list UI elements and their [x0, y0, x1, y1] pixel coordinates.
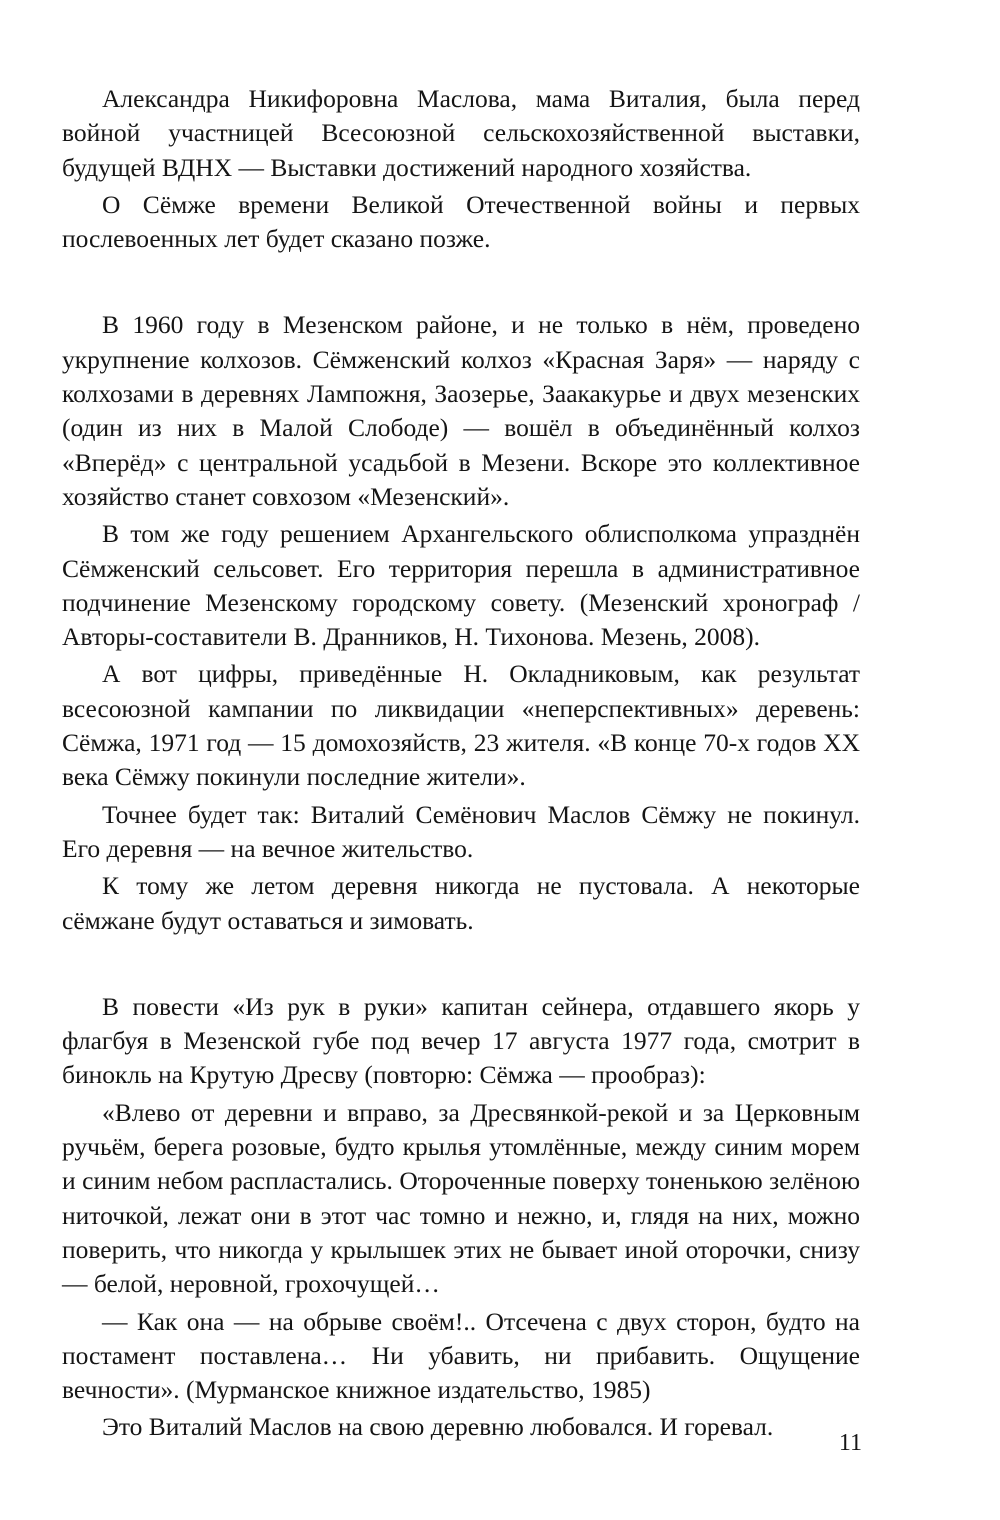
page-body — [62, 82, 860, 1445]
paragraph-war-years: О Сёмже времени Великой Отечественной войны и первых послевоенных лет будет сказано позже. — [62, 189, 860, 254]
paragraph-kolkhoz-merger: В 1960 году в Мезенском районе, и не только в нём, проведено укрупнение колхозов. Сёмженский колхоз «Красная Заря» — наряду с колхозами в деревнях Лампожня, Заозерье, Заакакурье и двух мезенских (один из них в Малой Слободе) — вошёл в объединённый колхоз «Вперёд» с центральной усадьбой в Мезени. Вскоре это коллективное хозяйство станет совхозом «Мезенский». — [62, 310, 860, 511]
paragraph-statistics: А вот цифры, приведённые Н. Окладниковым, как результат всесоюзной кампании по ликвидации «неперспективных» деревень: Сёмжа, 1971 год — 15 домохозяйств, 23 жителя. «В конце 70-х годов XX века Сёмжу покинули последние жители». — [62, 659, 860, 792]
paragraph-did-not-leave: Точнее будет так: Виталий Семёнович Маслов Сёмжу не покинул. Его деревня — на вечное жительство. — [62, 799, 860, 863]
paragraph-closing: Это Виталий Маслов на свою деревню любовался. И горевал. — [102, 1412, 774, 1442]
page-number: 11 — [838, 1430, 862, 1456]
paragraph-novel-intro: В повести «Из рук в руки» капитан сейнера, отдавшего якорь у флагбуя в Мезенской губе под вечер 17 августа 1977 года, смотрит в бинокль на Крутую Дресву (повторю: Сёмжа — прообраз): — [62, 991, 860, 1090]
paragraph-quote-cliff: — Как она — на обрыве своём!.. Отсечена с двух сторон, будто на постамент поставлена… Ни убавить, ни прибавить. Ощущение вечности». (Мурманское книжное издательство, 1985) — [62, 1306, 860, 1405]
paragraph-summer-village: К тому же летом деревня никогда не пустовала. А некоторые сёмжане будут оставаться и зимовать. — [62, 871, 860, 935]
paragraph-maslova-mother: Александра Никифоровна Маслова, мама Виталия, была перед войной участницей Всесоюзной сельскохозяйственной выставки, будущей ВДНХ — Выставки достижений народного хозяйства. — [62, 84, 860, 182]
paragraph-selsovet-abolished: В том же году решением Архангельского облисполкома упразднён Сёмженский сельсовет. Его территория перешла в административное подчинение Мезенскому городскому совету. (Мезенский хронограф / Авторы-составители В. Дранников, Н. Тихонова. Мезень, 2008). — [62, 519, 860, 652]
paragraph-quote-shores: «Влево от деревни и вправо, за Дресвянкой-рекой и за Церковным ручьём, берега розовые, будто крылья утомлённые, между синим морем и синим небом распластались. Отороченные поверху тоненькою зелёною ниточкой, лежат они в этот час томно и нежно, и, глядя на них, можно поверить, что никогда у крылышек этих не бывает иной оторочки, снизу — белой, неровной, грохочущей… — [62, 1097, 860, 1299]
